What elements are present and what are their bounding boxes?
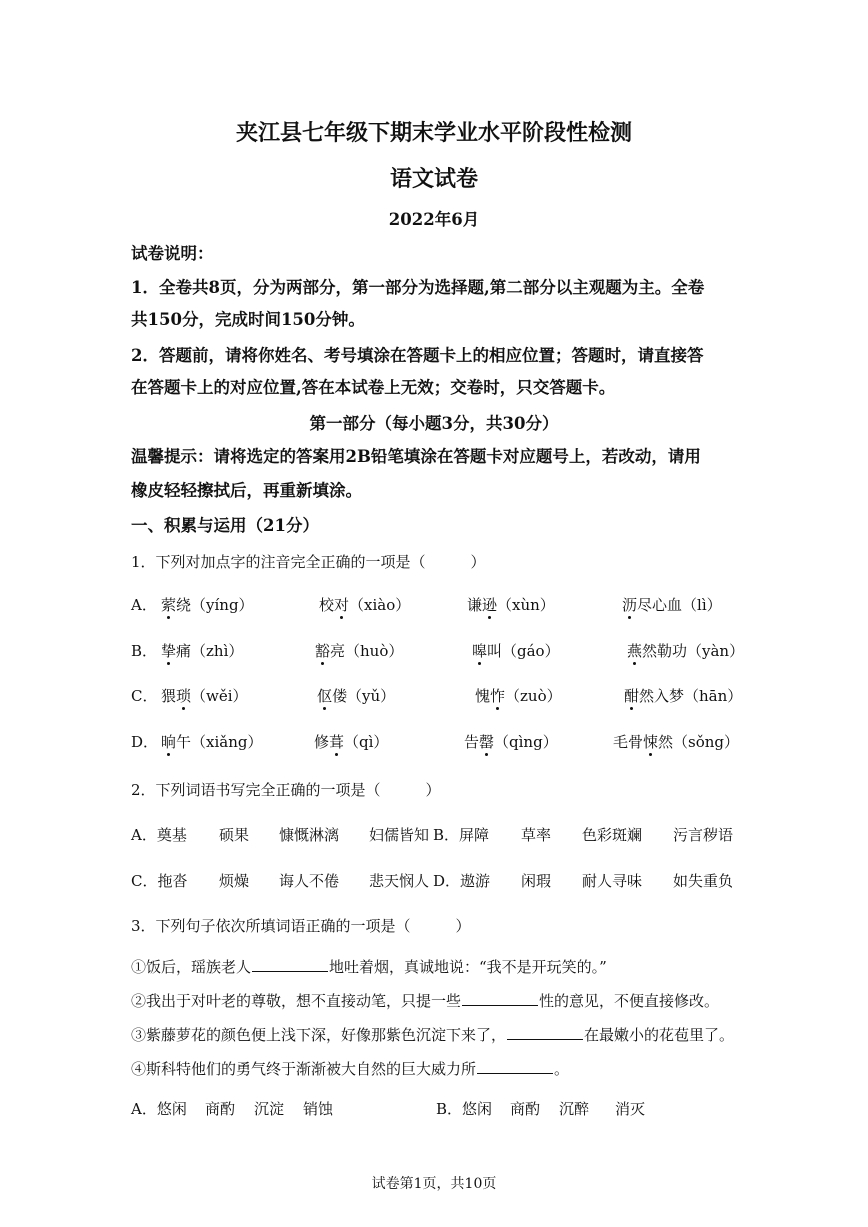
q1-option-label: A． <box>131 596 157 614</box>
q2-word: 草率 <box>521 826 552 844</box>
q1-item: 愧怍（zuò） <box>475 687 562 705</box>
q1-option-row-a <box>131 594 722 615</box>
fill-blank[interactable] <box>252 957 328 972</box>
q3-sentence-4: ④斯科特他们的勇气终于渐渐被大自然的巨大威力所 。 <box>131 1060 570 1078</box>
question-3-stem: 3．下列句子依次所填词语正确的一项是（ ） <box>131 917 471 935</box>
q2-word: C．拖沓 <box>131 872 188 890</box>
q3-option-word: A．悠闲 <box>131 1100 187 1118</box>
instruction-2-line-1: 2．答题前，请将你姓名、考号填涂在答题卡上的相应位置；答题时，请直接答 <box>131 346 704 365</box>
q2-word: A．奠基 <box>131 826 187 844</box>
q1-option-label: C． <box>131 687 158 705</box>
q1-option-row-b <box>131 640 744 661</box>
instruction-2-line-2: 在答题卡上的对应位置,答在本试卷上无效；交卷时，只交答题卡。 <box>131 378 616 397</box>
q2-word: 慷慨淋漓 <box>279 826 340 844</box>
page-footer: 试卷第1页，共10页 <box>371 1176 497 1192</box>
q1-item: 萦绕（yíng） <box>161 596 254 614</box>
q1-item: 挚痛（zhì） <box>161 642 244 660</box>
instructions-heading: 试卷说明： <box>131 244 214 263</box>
q2-word: 硕果 <box>219 826 250 844</box>
q1-item: 晌午（xiǎng） <box>161 733 263 751</box>
q1-option-row-d <box>131 731 739 752</box>
q1-item: 告罄（qìng） <box>464 733 558 751</box>
q3-sentence-2: ②我出于对叶老的尊敬，想不直接动笔，只提一些 性的意见，不便直接修改。 <box>131 992 720 1010</box>
fill-blank[interactable] <box>507 1025 583 1040</box>
q2-word: D．遨游 <box>433 872 491 890</box>
q2-word: 妇儒皆知 <box>369 826 430 844</box>
q1-item: 猥琐（wěi） <box>161 687 248 705</box>
q3-sentence-3: ③紫藤萝花的颜色便上浅下深，好像那紫色沉淀下来了， 在最嫩小的花苞里了。 <box>131 1026 735 1044</box>
q2-word: B．屏障 <box>433 826 490 844</box>
q3-option-word: 沉醉 <box>559 1100 590 1118</box>
q1-option-label: B． <box>131 642 158 660</box>
q2-word: 耐人寻味 <box>582 872 643 890</box>
q1-option-row-c <box>131 685 742 706</box>
question-2-stem: 2．下列词语书写完全正确的一项是（ ） <box>131 781 441 799</box>
q3-option-word: 沉淀 <box>254 1100 285 1118</box>
q3-option-row <box>131 1098 645 1119</box>
q1-item: 豁亮（huò） <box>315 642 404 660</box>
q2-word: 如失重负 <box>673 872 734 890</box>
q2-option-row-ab <box>131 824 733 845</box>
q1-item: 修葺（qì） <box>314 733 389 751</box>
exam-subtitle: 语文试卷 <box>389 166 478 192</box>
instruction-1-line-1: 1．全卷共8页，分为两部分，第一部分为选择题,第二部分以主观题为主。全卷 <box>131 278 705 297</box>
instruction-1-line-2: 共150分，完成时间150分钟。 <box>131 310 365 329</box>
question-1-stem: 1．下列对加点字的注音完全正确的一项是（ ） <box>131 553 486 571</box>
q1-option-label: D． <box>131 733 159 751</box>
exam-title: 夹江县七年级下期末学业水平阶段性检测 <box>235 120 632 146</box>
q2-word: 诲人不倦 <box>279 872 340 890</box>
q3-option-word: B．悠闲 <box>436 1100 493 1118</box>
q3-option-word: 销蚀 <box>303 1100 334 1118</box>
q1-item: 毛骨悚然（sǒng） <box>613 733 740 751</box>
tip-line-1: 温馨提示：请将选定的答案用2B铅笔填涂在答题卡对应题号上，若改动，请用 <box>131 447 701 466</box>
q1-item: 嗥叫（gáo） <box>472 642 560 660</box>
tip-line-2: 橡皮轻轻擦拭后，再重新填涂。 <box>131 481 362 500</box>
q3-sentence-1: ①饭后，瑶族老人 地吐着烟，真诚地说：“我不是开玩笑的。” <box>131 958 607 976</box>
q1-item: 燕然勒功（yàn） <box>627 642 745 660</box>
q1-item: 沥尽心血（lì） <box>622 596 722 614</box>
q1-item: 谦逊（xùn） <box>467 596 555 614</box>
section-heading: 一、积累与运用（21分） <box>131 516 319 535</box>
q1-item: 酣然入梦（hān） <box>624 687 743 705</box>
q2-word: 闲瑕 <box>521 872 552 890</box>
q1-item: 校对（xiào） <box>319 596 411 614</box>
q2-option-row-cd <box>131 870 733 891</box>
part1-heading: 第一部分（每小题3分，共30分） <box>309 414 559 433</box>
fill-blank[interactable] <box>477 1059 553 1074</box>
q3-option-word: 商酌 <box>510 1100 541 1118</box>
q2-word: 烦燥 <box>219 872 250 890</box>
fill-blank[interactable] <box>462 991 538 1006</box>
q2-word: 悲天悯人 <box>369 872 430 890</box>
q2-word: 污言秽语 <box>673 826 734 844</box>
q3-option-word: 商酌 <box>205 1100 236 1118</box>
exam-date: 2022年6月 <box>388 210 480 229</box>
q3-option-word: 消灭 <box>615 1100 646 1118</box>
q2-word: 色彩斑斓 <box>582 826 643 844</box>
q1-item: 伛偻（yǔ） <box>317 687 396 705</box>
